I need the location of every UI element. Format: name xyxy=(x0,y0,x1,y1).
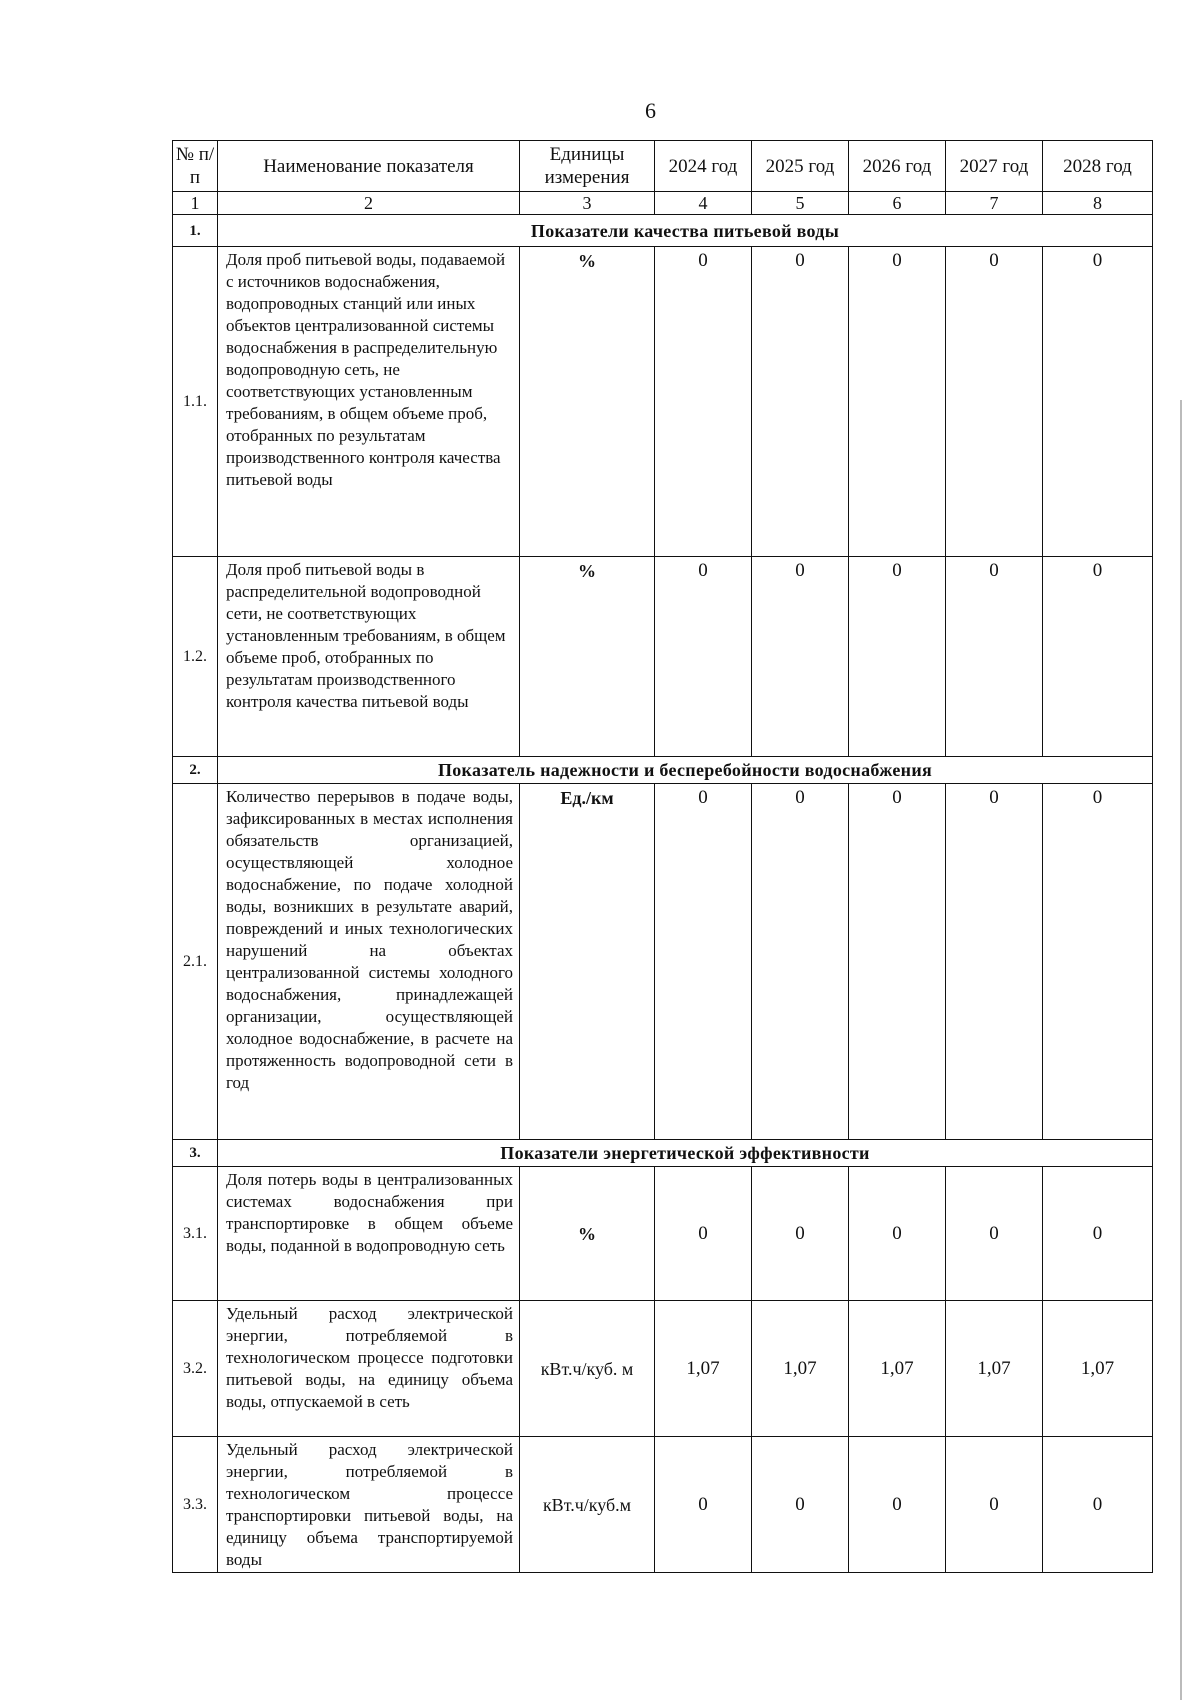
unit-cell: кВт.ч/куб.м xyxy=(520,1437,655,1573)
page-number: 6 xyxy=(645,98,656,123)
value-2026: 0 xyxy=(849,784,946,1140)
scan-edge-line xyxy=(1180,400,1182,1700)
indicator-name: Удельный расход электрической энергии, потребляемой в технологическом процессе подготовки питьевой воды, на единицу объема воды, отпускаемой в сеть xyxy=(218,1301,520,1437)
value-2024: 0 xyxy=(655,784,752,1140)
row-number: 3.1. xyxy=(173,1167,218,1301)
value-2025: 0 xyxy=(752,784,849,1140)
value-2027: 0 xyxy=(946,1437,1043,1573)
value-2027: 0 xyxy=(946,557,1043,757)
value-2027: 1,07 xyxy=(946,1301,1043,1437)
header-name: Наименование показателя xyxy=(218,141,520,192)
value-2024: 0 xyxy=(655,1437,752,1573)
unit-cell: % xyxy=(520,1167,655,1301)
section-number: 1. xyxy=(173,215,218,247)
header-year-2027: 2027 год xyxy=(946,141,1043,192)
value-2026: 0 xyxy=(849,1167,946,1301)
value-2025: 0 xyxy=(752,557,849,757)
value-2028: 0 xyxy=(1043,1437,1153,1573)
value-2027: 0 xyxy=(946,784,1043,1140)
unit-cell: % xyxy=(520,247,655,557)
row-number: 1.1. xyxy=(173,247,218,557)
value-2026: 0 xyxy=(849,247,946,557)
section-number: 2. xyxy=(173,757,218,784)
table-row xyxy=(173,1437,1153,1573)
value-2028: 0 xyxy=(1043,557,1153,757)
value-2025: 1,07 xyxy=(752,1301,849,1437)
column-number: 7 xyxy=(946,192,1043,215)
value-2024: 0 xyxy=(655,1167,752,1301)
row-number: 1.2. xyxy=(173,557,218,757)
column-number: 2 xyxy=(218,192,520,215)
section-row xyxy=(173,757,1153,784)
value-2025: 0 xyxy=(752,1437,849,1573)
header-year-2024: 2024 год xyxy=(655,141,752,192)
table-row xyxy=(173,784,1153,1140)
value-2025: 0 xyxy=(752,247,849,557)
unit-cell: кВт.ч/куб. м xyxy=(520,1301,655,1437)
column-number-row xyxy=(173,192,1153,215)
section-title: Показатели энергетической эффективности xyxy=(218,1140,1153,1167)
table-row xyxy=(173,1301,1153,1437)
indicator-name: Доля проб питьевой воды в распределительной водопроводной сети, не соответствующих установленным требованиям, в общем объеме проб, отобранных по результатам производственного контроля качества питьевой воды xyxy=(218,557,520,757)
header-year-2025: 2025 год xyxy=(752,141,849,192)
value-2028: 0 xyxy=(1043,784,1153,1140)
column-number: 4 xyxy=(655,192,752,215)
unit-cell: Ед./км xyxy=(520,784,655,1140)
value-2028: 0 xyxy=(1043,247,1153,557)
indicators-table xyxy=(172,140,1153,1573)
header-row xyxy=(173,141,1153,192)
table-row xyxy=(173,247,1153,557)
column-number: 6 xyxy=(849,192,946,215)
indicator-name: Доля потерь воды в централизованных системах водоснабжения при транспортировке в общем объеме воды, поданной в водопроводную сеть xyxy=(218,1167,520,1301)
value-2028: 0 xyxy=(1043,1167,1153,1301)
column-number: 5 xyxy=(752,192,849,215)
table-row xyxy=(173,1167,1153,1301)
header-unit: Единицы измерения xyxy=(520,141,655,192)
table-row xyxy=(173,557,1153,757)
header-year-2028: 2028 год xyxy=(1043,141,1153,192)
value-2024: 0 xyxy=(655,247,752,557)
indicator-name: Количество перерывов в подаче воды, зафиксированных в местах исполнения обязательств организацией, осуществляющей холодное водоснабжение, по подаче холодной воды, возникших в результате аварий, повреждений и иных технологических нарушений на объектах централизованной системы холодного водоснабжения, принадлежащей организации, осуществляющей холодное водоснабжение, в расчете на протяженность водопроводной сети в год xyxy=(218,784,520,1140)
row-number: 2.1. xyxy=(173,784,218,1140)
indicator-name: Удельный расход электрической энергии, потребляемой в технологическом процессе транспортировки питьевой воды, на единицу объема транспортируемой воды xyxy=(218,1437,520,1573)
section-row xyxy=(173,1140,1153,1167)
value-2027: 0 xyxy=(946,247,1043,557)
column-number: 1 xyxy=(173,192,218,215)
row-number: 3.2. xyxy=(173,1301,218,1437)
value-2028: 1,07 xyxy=(1043,1301,1153,1437)
indicator-name: Доля проб питьевой воды, подаваемой с источников водоснабжения, водопроводных станций или иных объектов централизованной системы водоснабжения в распределительную водопроводную сеть, не соответствующих установленным требованиям, в общем объеме проб, отобранных по результатам производственного контроля качества питьевой воды xyxy=(218,247,520,557)
value-2027: 0 xyxy=(946,1167,1043,1301)
value-2024: 0 xyxy=(655,557,752,757)
column-number: 8 xyxy=(1043,192,1153,215)
column-number: 3 xyxy=(520,192,655,215)
section-row xyxy=(173,215,1153,247)
value-2026: 1,07 xyxy=(849,1301,946,1437)
section-title: Показатель надежности и бесперебойности водоснабжения xyxy=(218,757,1153,784)
value-2026: 0 xyxy=(849,1437,946,1573)
row-number: 3.3. xyxy=(173,1437,218,1573)
unit-cell: % xyxy=(520,557,655,757)
value-2026: 0 xyxy=(849,557,946,757)
section-title: Показатели качества питьевой воды xyxy=(218,215,1153,247)
header-no: № п/п xyxy=(173,141,218,192)
header-year-2026: 2026 год xyxy=(849,141,946,192)
value-2024: 1,07 xyxy=(655,1301,752,1437)
value-2025: 0 xyxy=(752,1167,849,1301)
section-number: 3. xyxy=(173,1140,218,1167)
